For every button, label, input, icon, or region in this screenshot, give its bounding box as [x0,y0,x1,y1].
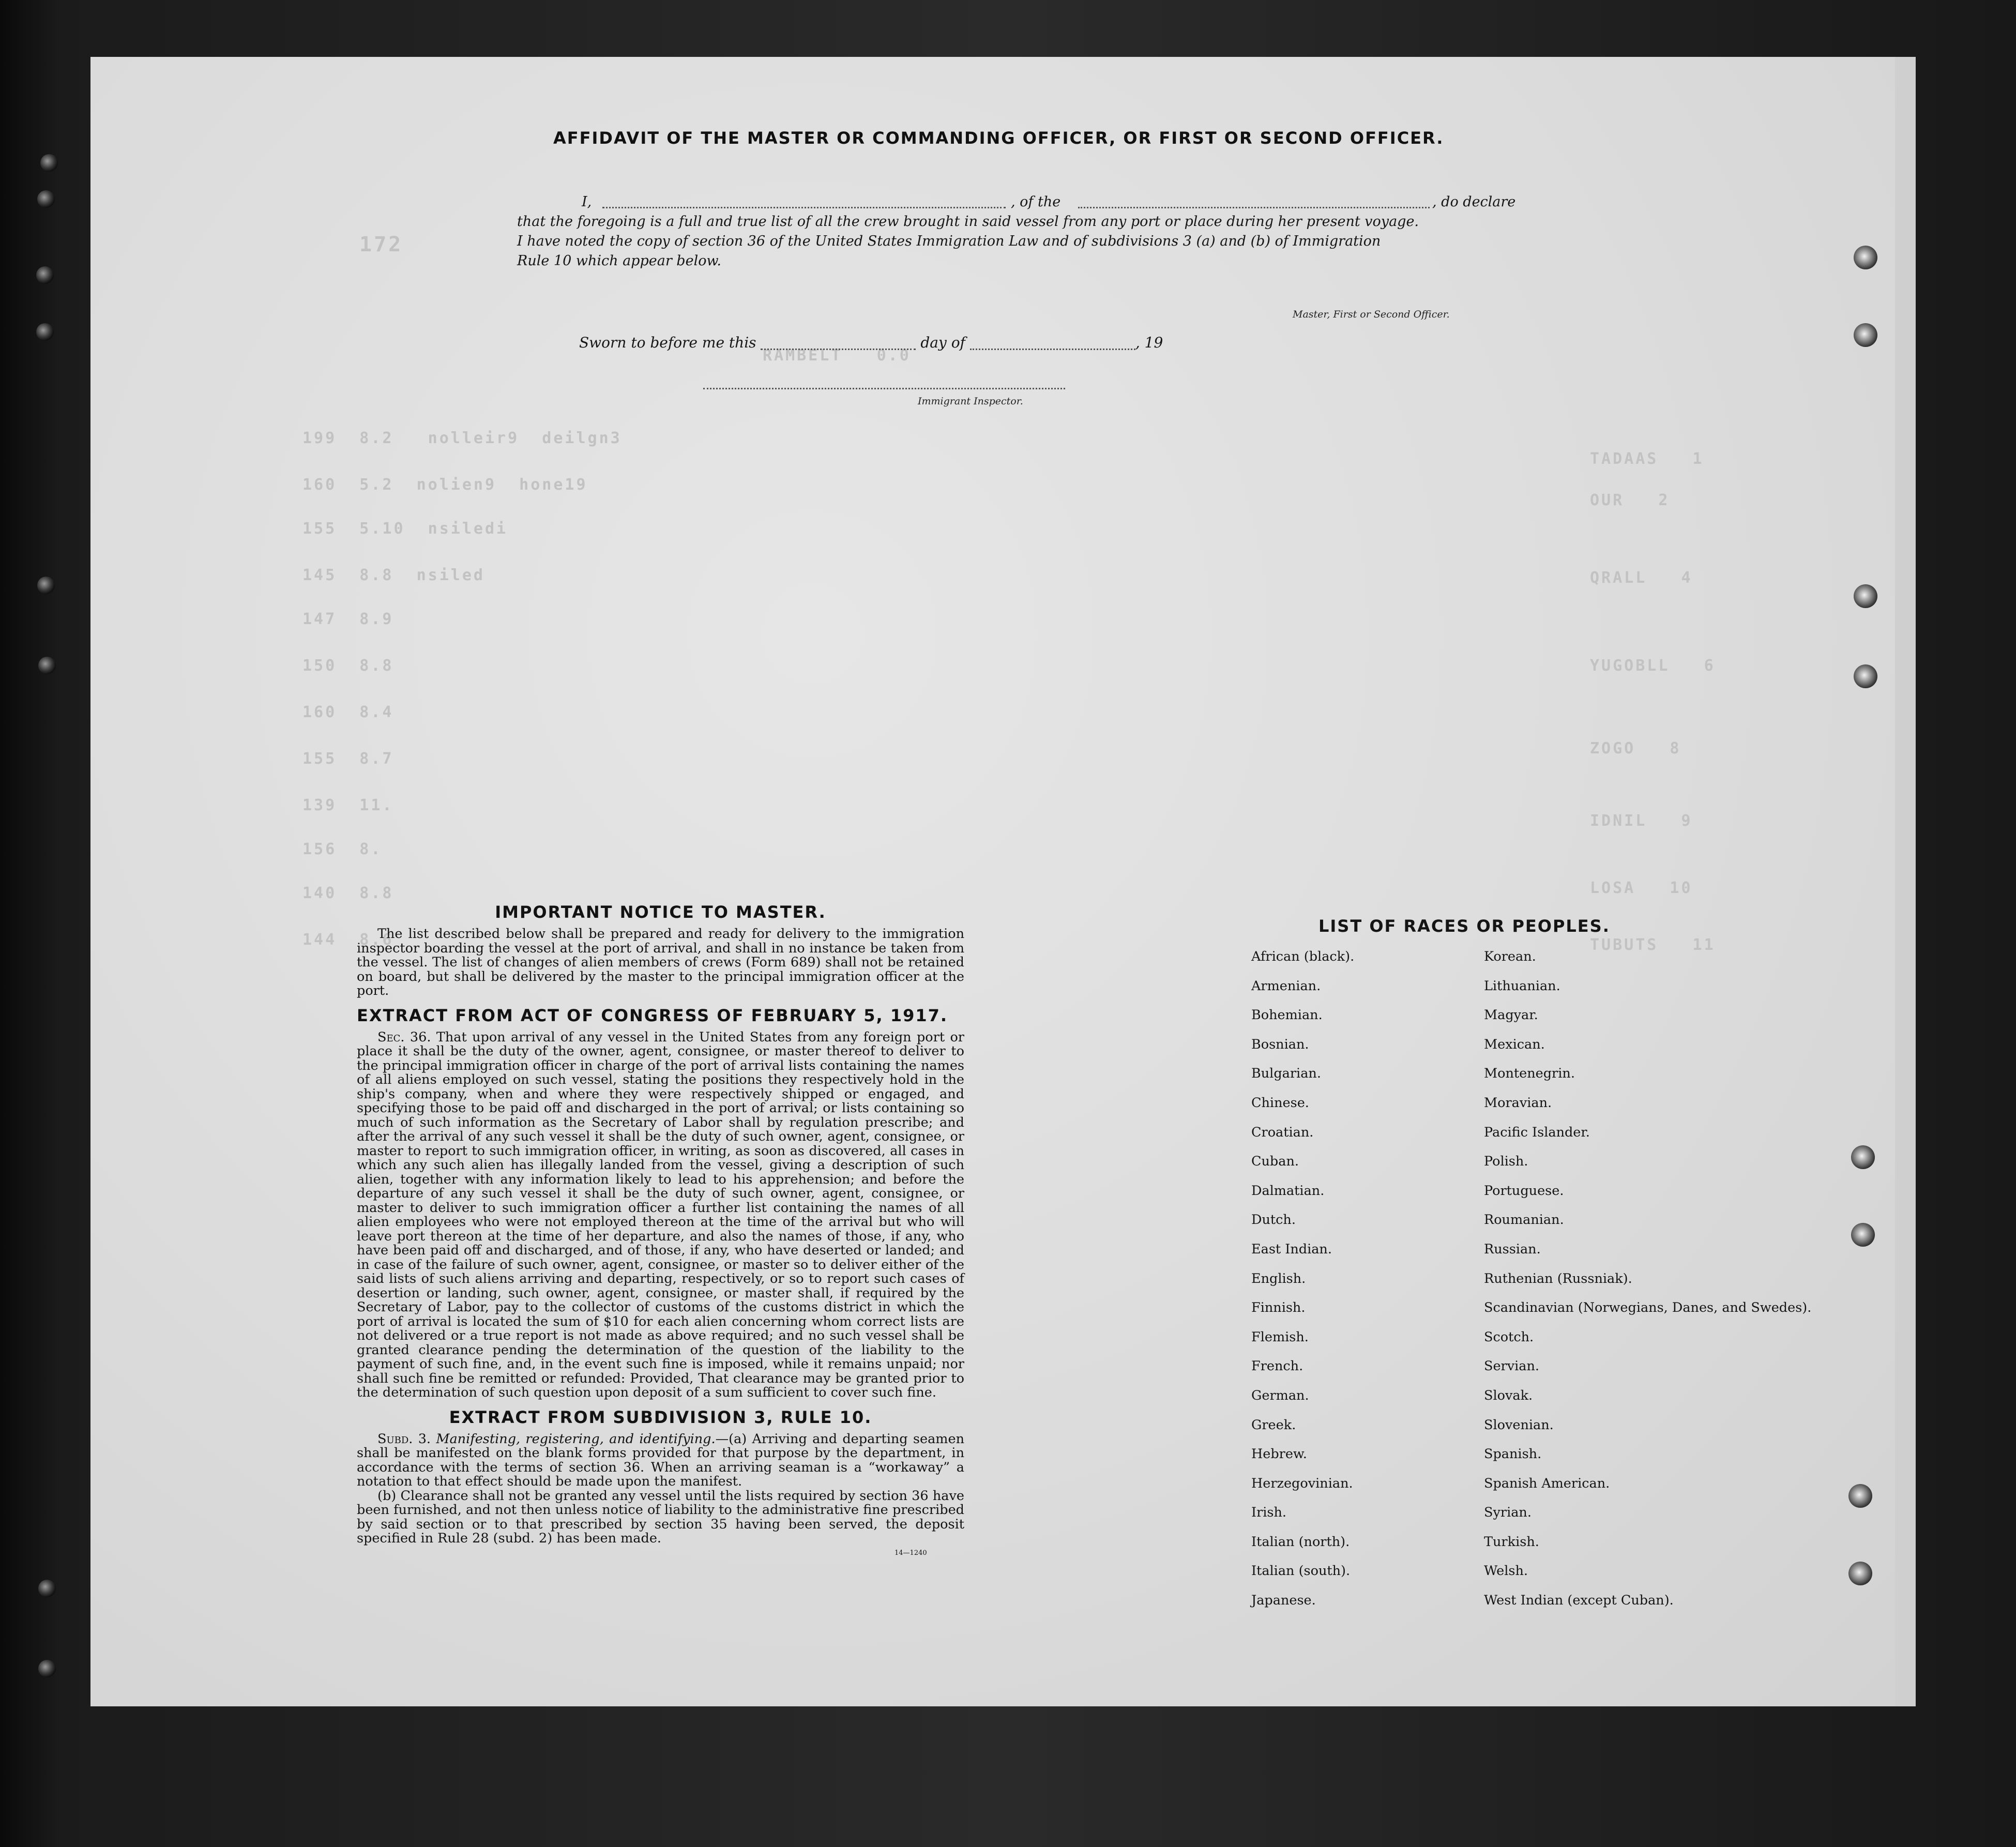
binder-hole [36,323,54,341]
races-list [1251,916,1812,1623]
race-item: Scotch. [1484,1329,1534,1345]
affidavit-title: AFFIDAVIT OF THE MASTER OR COMMANDING OFFICER, OR FIRST OR SECOND OFFICER. [553,128,1444,148]
race-item: Cuban. [1251,1154,1299,1170]
race-item: German. [1251,1387,1309,1403]
race-item: Magyar. [1484,1007,1538,1023]
race-item: Italian (north). [1251,1534,1350,1550]
act-title: EXTRACT FROM ACT OF CONGRESS OF FEBRUARY 5, 1917. [357,1005,948,1025]
bleed-through-text: 139 11. [302,796,394,814]
affidavit-i: I, [582,194,592,210]
race-item: Flemish. [1251,1329,1309,1345]
race-item: Syrian. [1484,1505,1532,1521]
race-item: Mexican. [1484,1036,1545,1052]
ring-fastener [1848,1484,1872,1508]
race-item: Bohemian. [1251,1007,1323,1023]
race-item: Dutch. [1251,1212,1296,1228]
race-item: Montenegrin. [1484,1066,1575,1082]
race-item: Polish. [1484,1154,1528,1170]
binder-hole [37,190,55,208]
ring-fastener [1854,246,1877,269]
race-item: Italian (south). [1251,1563,1351,1579]
affidavit-of-the: , of the [1011,194,1061,210]
race-item: Irish. [1251,1505,1287,1521]
rule-subd-b: (b) Clearance shall not be granted any vessel until the lists required by section 36 have been furnished, and not then unless notice of liability to the administrative fine prescribed by said section or to that prescribed by section 35 having been served, the deposit specified in Rule 28 (subd. 2) has been made. [357,1488,964,1546]
binder-hole [40,154,58,172]
race-item: Bosnian. [1251,1036,1309,1052]
sworn-year: , 19 [1135,334,1163,351]
bleed-through-text: 144 8.6 [302,931,394,949]
rule-subd-a [357,1432,964,1489]
act-section-36 [357,1031,964,1400]
race-item: English. [1251,1270,1306,1286]
race-item: Japanese. [1251,1593,1316,1609]
race-item: Bulgarian. [1251,1066,1321,1082]
race-item: Slovenian. [1484,1417,1554,1433]
bleed-through-text: RAMBELT 0.0 [763,346,911,365]
bleed-through-text: QRALL 4 [1590,569,1693,587]
affidavit-do-declare: , do declare [1432,194,1516,210]
act-sec-label: Sec. 36. [377,1029,431,1045]
race-item: Greek. [1251,1417,1296,1433]
name-blank[interactable] [602,195,1006,208]
race-item: Ruthenian (Russniak). [1484,1270,1632,1286]
bleed-through-text: 150 8.8 [302,657,394,675]
ring-fastener [1854,664,1877,688]
sworn-line [579,334,1163,351]
inspector-signature-label: Immigrant Inspector. [918,396,1023,407]
affidavit-line-3: I have noted the copy of section 36 of the United States Immigration Law and of subdivisions 3 (a) and (b) of Immigration [517,233,1381,249]
race-item: Lithuanian. [1484,978,1560,994]
race-item: French. [1251,1358,1303,1374]
race-item: Armenian. [1251,978,1321,994]
binder-hole [38,1580,56,1597]
master-signature-label: Master, First or Second Officer. [1293,309,1450,320]
bleed-through-text: 147 8.9 [302,610,394,628]
affidavit-statement [517,192,1530,271]
sworn-start: Sworn to before me this [579,334,756,351]
race-item: Chinese. [1251,1095,1309,1111]
race-item: Pacific Islander. [1484,1124,1590,1140]
inspector-signature-line[interactable] [703,376,1065,389]
affidavit-line-4: Rule 10 which appear below. [517,253,721,269]
races-column-2 [1484,949,1812,1623]
race-item: Hebrew. [1251,1446,1307,1462]
bleed-through-text: TUBUTS 11 [1590,936,1716,954]
day-blank[interactable] [761,337,916,350]
race-item: Dalmatian. [1251,1183,1325,1199]
race-item: Servian. [1484,1358,1540,1374]
bleed-through-text: LOSA 10 [1590,879,1693,897]
race-item: Roumanian. [1484,1212,1564,1228]
bleed-through-text: OUR 2 [1590,491,1670,509]
race-item: Russian. [1484,1241,1541,1257]
bleed-through-text: YUGOBLL 6 [1590,657,1716,675]
rule-subd-label: Subd. 3. [377,1431,431,1447]
vessel-blank[interactable] [1078,195,1430,208]
bleed-through-text: 140 8.8 [302,884,394,902]
race-item: Spanish. [1484,1446,1542,1462]
form-number: 14—1240 [895,1549,927,1557]
act-text: That upon arrival of any vessel in the United States from any foreign port or place it shall be the duty of the owner, agent, consignee, or master thereof to deliver to the principal immigration officer in charge of the port of arrival lists containing the names of all aliens employed on such vessel, stating the positions they respectively hold in the ship's company, when and where they were respectively shipped or engaged, and specifying those to be paid off and discharged in the port of arrival; or lists containing so much of such information as the Secretary of Labor shall by regulation prescribe; and after the arrival of any such vessel it shall be the duty of such owner, agent, consignee, or master to report to such immigration officer, in writing, as soon as discovered, all cases in which any such alien has illegally landed from the vessel, giving a description of such alien, together with any information likely to lead to his apprehension; and before the departure of any such vessel it shall be the duty of such owner, agent, consignee, or master to deliver to such immigration officer a further list containing the names of all alien employees who were not employed thereon at the time of the arrival but who will leave port thereon at the time of her departure, and also the names of those, if any, who have been paid off and discharged, and of those, if any, who have deserted or landed; and in case of the failure of such owner, agent, consignee, or master so to deliver either of the said lists of such aliens arriving and departing, respectively, or so to report such cases of desertion or landing, such owner, agent, consignee, or master shall, if required by the Secretary of Labor, pay to the collector of customs of the customs district in which the port of arrival is located the sum of $10 for each alien concerning whom correct lists are not delivered or a true report is not made as above required; and no such vessel shall be granted clearance pending the determination of the question of the liability to the payment of such fine, and, in the event such fine is imposed, while it remains unpaid; nor shall such fine be remitted or refunded: Provided, That clearance may be granted prior to the determination of such question upon deposit of a sum sufficient to cover such fine. [357,1029,964,1400]
race-item: Turkish. [1484,1534,1539,1550]
race-item: African (black). [1251,949,1355,964]
bleed-through-text: 172 [359,233,403,256]
race-item: Spanish American. [1484,1475,1610,1491]
binder-hole [36,266,54,284]
bleed-through-text: 156 8. [302,840,383,858]
ring-fastener [1851,1223,1875,1247]
bleed-through-text: TADAAS 1 [1590,450,1704,468]
race-item: Herzegovinian. [1251,1475,1353,1491]
bleed-through-text: ZOGO 8 [1590,739,1681,758]
race-item: Moravian. [1484,1095,1552,1111]
notice-title: IMPORTANT NOTICE TO MASTER. [495,902,826,922]
notice-text: The list described below shall be prepared and ready for delivery to the immigration inspector boarding the vessel at the port of arrival, and shall in no instance be taken from the vessel. The list of changes of alien members of crews (Form 689) shall not be retained on board, but shall be delivered by the master to the principal immigration officer at the port. [357,926,964,998]
race-item: East Indian. [1251,1241,1332,1257]
race-item: Portuguese. [1484,1183,1564,1199]
legal-text-column [357,902,964,1557]
ring-fastener [1848,1562,1872,1585]
bleed-through-text: 155 8.7 [302,750,394,768]
bleed-through-text: 155 5.10 nsiledi [302,520,508,538]
races-column-1 [1251,949,1484,1623]
bleed-through-text: 199 8.2 nolleir9 deilgn3 [302,429,622,447]
rule-title: EXTRACT FROM SUBDIVISION 3, RULE 10. [449,1407,872,1427]
race-item: West Indian (except Cuban). [1484,1593,1674,1609]
race-item: Welsh. [1484,1563,1528,1579]
sworn-day-of: day of [920,334,965,351]
binder-hole [38,657,56,674]
ring-fastener [1851,1145,1875,1169]
race-item: Finnish. [1251,1300,1306,1316]
races-title: LIST OF RACES OR PEOPLES. [1318,916,1610,936]
race-item: Korean. [1484,949,1536,964]
affidavit-line-2: that the foregoing is a full and true list of all the crew brought in said vessel from any port or place during her present voyage. [517,214,1419,230]
race-item: Slovak. [1484,1387,1533,1403]
binder-hole [38,1660,56,1677]
binder-hole [37,577,55,594]
bleed-through-text: 160 8.4 [302,703,394,721]
month-blank[interactable] [970,337,1135,350]
rule-subd-heading: Manifesting, registering, and identifying. [436,1431,716,1447]
race-item: Croatian. [1251,1124,1314,1140]
bleed-through-text: 160 5.2 nolien9 hone19 [302,476,588,494]
rule-text-a: —(a) Arriving and departing seamen shall be manifested on the blank forms provided for that purpose by the department, in accordance with the terms of section 36. When an arriving seaman is a “workaway” a notation to that effect should be made upon the manifest. [357,1431,965,1489]
ring-fastener [1854,584,1877,608]
race-item: Scandinavian (Norwegians, Danes, and Swedes). [1484,1300,1812,1316]
bleed-through-text: IDNIL 9 [1590,812,1693,830]
ring-fastener [1854,323,1877,347]
bleed-through-text: 145 8.8 nsiled [302,566,485,584]
